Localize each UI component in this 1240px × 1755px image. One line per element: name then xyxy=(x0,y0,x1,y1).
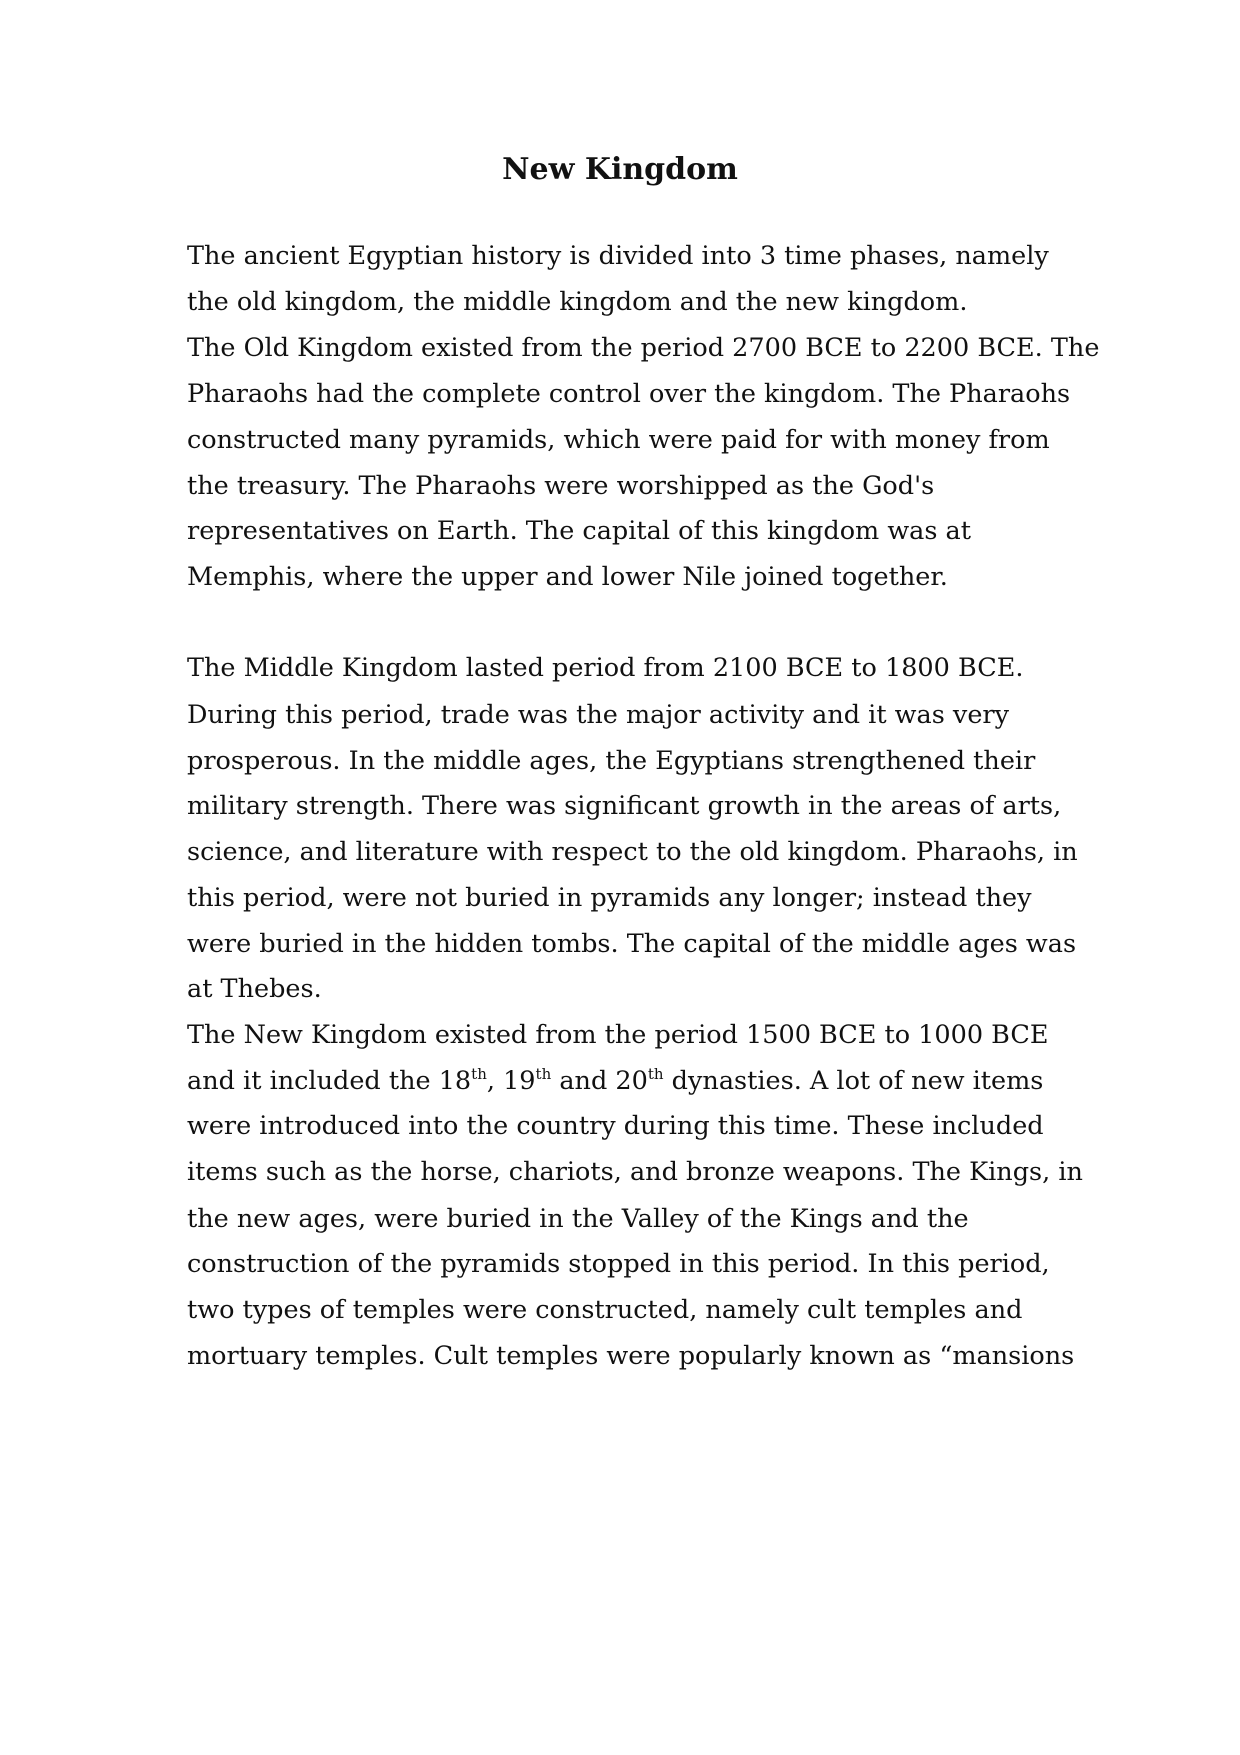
text-line: were buried in the hidden tombs. The capital of the middle ages was xyxy=(187,929,1077,959)
text-line: construction of the pyramids stopped in this period. In this period, xyxy=(187,1249,1050,1279)
text-line: During this period, trade was the major activity and it was very xyxy=(187,700,1010,730)
text-line: the old kingdom, the middle kingdom and the new kingdom. xyxy=(187,287,968,317)
text-line: science, and literature with respect to the old kingdom. Pharaohs, in xyxy=(187,837,1078,867)
text-line: constructed many pyramids, which were paid for with money from xyxy=(187,425,1050,455)
text-line-dynasties xyxy=(187,1065,1043,1097)
text-segment: and 20 xyxy=(551,1066,648,1096)
text-line: were introduced into the country during this time. These included xyxy=(187,1111,1044,1141)
text-line: mortuary temples. Cult temples were popularly known as “mansions xyxy=(187,1341,1075,1371)
text-line: Memphis, where the upper and lower Nile joined together. xyxy=(187,562,948,592)
text-line: two types of temples were constructed, namely cult temples and xyxy=(187,1295,1023,1325)
text-segment: and it included the 18 xyxy=(187,1066,472,1096)
text-line: representatives on Earth. The capital of this kingdom was at xyxy=(187,516,972,546)
superscript: th xyxy=(535,1064,552,1083)
superscript: th xyxy=(647,1064,664,1083)
text-segment: dynasties. A lot of new items xyxy=(663,1066,1044,1096)
superscript: th xyxy=(471,1064,487,1083)
text-line: military strength. There was significant growth in the areas of arts, xyxy=(187,791,1062,821)
text-line: The Old Kingdom existed from the period 2700 BCE to 2200 BCE. The xyxy=(187,333,1100,363)
text-line: the treasury. The Pharaohs were worshipped as the God's xyxy=(187,471,935,501)
text-line: Pharaohs had the complete control over the kingdom. The Pharaohs xyxy=(187,379,1071,409)
text-line: The New Kingdom existed from the period 1500 BCE to 1000 BCE xyxy=(187,1020,1049,1050)
text-line: The Middle Kingdom lasted period from 2100 BCE to 1800 BCE. xyxy=(187,653,1024,683)
document-title: New Kingdom xyxy=(502,152,738,187)
text-line: the new ages, were buried in the Valley of the Kings and the xyxy=(187,1204,969,1234)
text-line: this period, were not buried in pyramids any longer; instead they xyxy=(187,883,1032,913)
text-line: items such as the horse, chariots, and bronze weapons. The Kings, in xyxy=(187,1157,1083,1187)
text-line: prosperous. In the middle ages, the Egyptians strengthened their xyxy=(187,746,1036,776)
text-segment: , 19 xyxy=(486,1066,536,1096)
text-line: The ancient Egyptian history is divided into 3 time phases, namely xyxy=(187,241,1049,271)
text-line: at Thebes. xyxy=(187,974,322,1004)
